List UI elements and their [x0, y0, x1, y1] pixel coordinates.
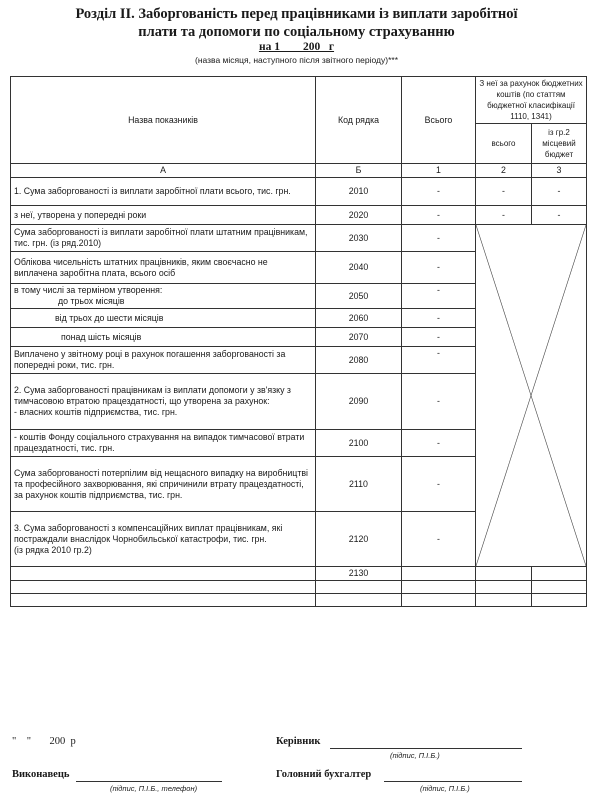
empty-cell [476, 581, 532, 594]
head-signature-line[interactable] [330, 736, 522, 749]
letter-1: 1 [402, 164, 476, 178]
row-total: - [402, 309, 476, 328]
row-name: 1. Сума заборгованості із виплати заробітної плати всього, тис. грн. [11, 178, 316, 206]
row-subname: до трьох місяців [58, 296, 125, 306]
row-total: - [402, 178, 476, 206]
table-row-empty [11, 581, 587, 594]
header-indicator-name: Назва показників [11, 77, 316, 164]
row-total: - [402, 252, 476, 284]
section-title-line2: плати та допомоги по соціальному страхуванню [138, 24, 455, 40]
row-name: Облікова чисельність штатних працівників, яким своєчасно не виплачена заробітна плата, всього осіб [11, 252, 316, 284]
row-code: 2110 [316, 457, 402, 512]
row-budget-local [532, 567, 587, 581]
row-name: - коштів Фонду соціального страхування на випадок тимчасової втрати працездатності, тис. грн. [11, 430, 316, 457]
row-name-group [11, 374, 316, 430]
table-row [11, 567, 587, 581]
row-name [11, 567, 316, 581]
table-row [11, 178, 587, 206]
header-budget-funds: З неї за рахунок бюджетних коштів (по статтям бюджетної класифікації 1110, 1341) [476, 77, 587, 124]
chief-accountant-label: Головний бухгалтер [276, 769, 372, 780]
arrears-table [10, 76, 587, 607]
table-row [11, 225, 587, 252]
executor-signature-line[interactable] [76, 769, 222, 782]
row-total: - [402, 512, 476, 567]
header-row-code: Код рядка [316, 77, 402, 164]
chief-accountant-signature-hint: (підпис, П.І.Б.) [420, 784, 470, 793]
row-budget-total: - [476, 178, 532, 206]
row-subname: - власних коштів підприємства, тис. грн. [14, 407, 178, 417]
header-budget-local: із гр.2 місцевий бюджет [532, 124, 587, 164]
row-code: 2130 [316, 567, 402, 581]
row-code: 2080 [316, 347, 402, 374]
row-total: - [402, 328, 476, 347]
row-name: Сума заборгованості із виплати заробітної плати штатним працівникам, тис. грн. (із ряд.2010) [11, 225, 316, 252]
head-label: Керівник [276, 736, 321, 747]
not-applicable-cross [476, 225, 587, 567]
row-code: 2060 [316, 309, 402, 328]
row-budget-local: - [532, 206, 587, 225]
row-budget-local: - [532, 178, 587, 206]
row-name: в тому числі за терміном утворення: [14, 285, 163, 295]
row-code: 2090 [316, 374, 402, 430]
row-name: від трьох до шести місяців [11, 309, 316, 328]
report-period: на 1 200 г [258, 41, 335, 53]
row-code: 2040 [316, 252, 402, 284]
row-code: 2020 [316, 206, 402, 225]
letter-a: А [11, 164, 316, 178]
row-total: - [402, 430, 476, 457]
chief-accountant-signature-line[interactable] [384, 769, 522, 782]
row-code: 2050 [316, 284, 402, 309]
row-total: - [402, 347, 476, 374]
row-code: 2100 [316, 430, 402, 457]
empty-cell [316, 594, 402, 607]
row-name: з неї, утворена у попередні роки [11, 206, 316, 225]
cross-out-mark [476, 225, 586, 566]
row-name-group [11, 284, 316, 309]
row-name-group [11, 512, 316, 567]
row-name: 2. Сума заборгованості працівникам із виплати допомоги у зв'язку з тимчасовою втратою працездатності, що утворена за рахунок: [14, 385, 291, 406]
report-period-note: (назва місяця, наступного після звітного періоду)*** [194, 55, 398, 65]
row-code: 2010 [316, 178, 402, 206]
row-total: - [402, 225, 476, 252]
empty-cell [316, 581, 402, 594]
letter-3: 3 [532, 164, 587, 178]
header-budget-total: всього [476, 124, 532, 164]
row-budget-total [476, 567, 532, 581]
row-total [402, 567, 476, 581]
section-title-line1: Розділ ІІ. Заборгованість перед працівниками із виплати заробітної [75, 6, 518, 22]
header-total: Всього [402, 77, 476, 164]
table-row-empty [11, 594, 587, 607]
executor-label: Виконавець [12, 769, 70, 780]
empty-cell [532, 594, 587, 607]
row-code: 2030 [316, 225, 402, 252]
row-code: 2070 [316, 328, 402, 347]
row-total: - [402, 374, 476, 430]
empty-cell [11, 594, 316, 607]
executor-signature-hint: (підпис, П.І.Б., телефон) [110, 784, 198, 793]
row-name: 3. Сума заборгованості з компенсаційних виплат працівникам, які постраждали внаслідок Чорнобильської катастрофи, тис. грн. [14, 522, 283, 544]
row-code: 2120 [316, 512, 402, 567]
letter-b: Б [316, 164, 402, 178]
row-name: Виплачено у звітному році в рахунок погашення заборгованості за попередні роки, тис. грн. [11, 347, 316, 374]
empty-cell [532, 581, 587, 594]
letter-2: 2 [476, 164, 532, 178]
empty-cell [402, 581, 476, 594]
row-subname: (із рядка 2010 гр.2) [14, 544, 92, 555]
row-name: понад шість місяців [11, 328, 316, 347]
table-row [11, 206, 587, 225]
empty-cell [11, 581, 316, 594]
head-signature-hint: (підпис, П.І.Б.) [390, 751, 440, 760]
empty-cell [402, 594, 476, 607]
row-total: - [402, 206, 476, 225]
row-name: Сума заборгованості потерпілим від нещасного випадку на виробництві та професійного захворювання, які спричинили втрату працездатності, за рахунок коштів підприємства, тис. грн. [11, 457, 316, 512]
row-total: - [402, 457, 476, 512]
row-total: - [402, 284, 476, 309]
empty-cell [476, 594, 532, 607]
row-budget-total: - [476, 206, 532, 225]
report-date: " " 200 р [12, 736, 76, 747]
